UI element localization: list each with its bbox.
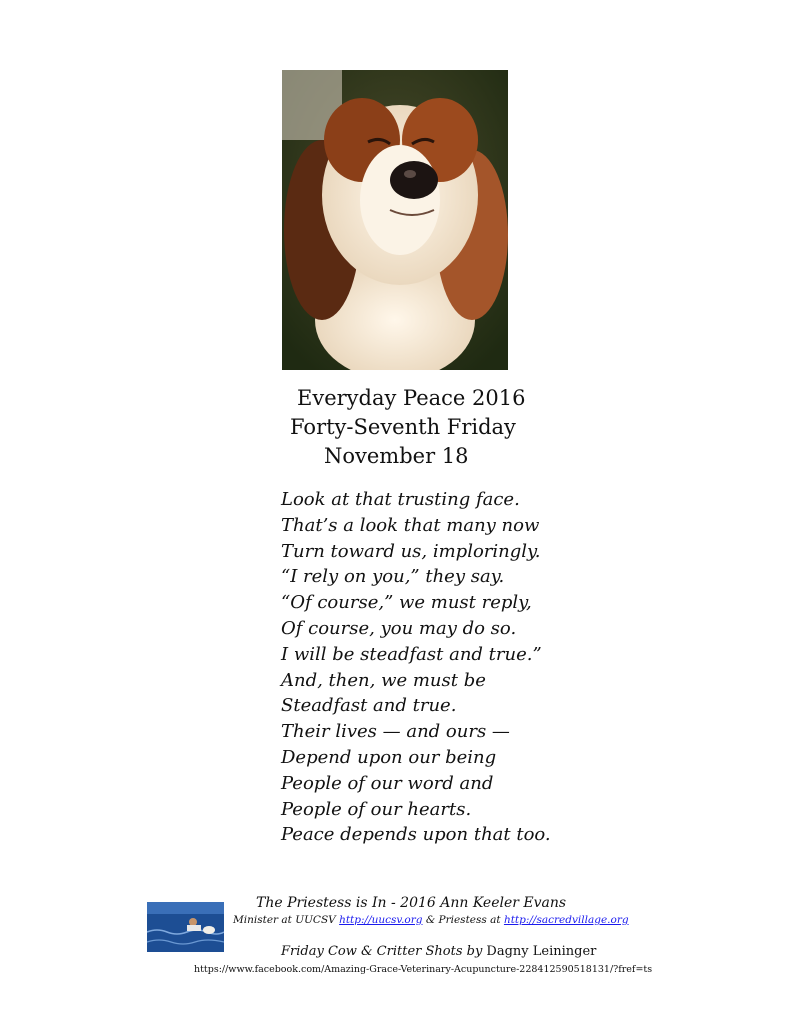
minister-line — [233, 914, 629, 926]
poem-line: Look at that trusting face. — [281, 489, 520, 510]
dog-photo — [282, 70, 508, 370]
photo-credit — [281, 944, 596, 959]
minister-label: Minister at UUCSV — [233, 914, 340, 926]
poem-body — [281, 487, 551, 848]
poem-date: November 18 — [324, 444, 469, 468]
poem-line: Turn toward us, imploringly. — [281, 540, 541, 562]
title-block — [240, 384, 540, 471]
poem-line: People of our word and — [281, 772, 494, 794]
poem-line: Their lives — and ours — — [281, 721, 510, 743]
poem-line: I will be steadfast and true.” — [281, 643, 542, 665]
author-byline: The Priestess is In - 2016 Ann Keeler Evans — [256, 895, 567, 911]
poem-week-title: Forty-Seventh Friday — [290, 415, 516, 439]
uucsv-link[interactable]: http://uucsv.org — [339, 914, 423, 926]
poem-line: Steadfast and true. — [281, 695, 457, 717]
poem-line: “Of course,” we must reply, — [281, 592, 532, 614]
poem-series-title: Everyday Peace 2016 — [297, 386, 526, 410]
photo-credit-label: Friday Cow & Critter Shots by — [281, 944, 487, 959]
poem-line: People of our hearts. — [281, 798, 472, 820]
photographer-name: Dagny Leininger — [486, 944, 597, 959]
poem-line: That’s a look that many now — [281, 514, 540, 536]
facebook-url: https://www.facebook.com/Amazing-Grace-Veterinary-Acupuncture-228412590518131/?fref=ts — [194, 964, 653, 975]
priestess-label: & Priestess at — [422, 914, 504, 926]
poem-line: Of course, you may do so. — [281, 617, 517, 639]
swimmer-photo — [147, 902, 224, 952]
poem-line: Depend upon our being — [281, 746, 497, 768]
sacredvillage-link[interactable]: http://sacredvillage.org — [503, 914, 629, 926]
poem-line: And, then, we must be — [281, 669, 486, 691]
poem-line: “I rely on you,” they say. — [281, 566, 505, 588]
poem-line: Peace depends upon that too. — [281, 824, 551, 846]
